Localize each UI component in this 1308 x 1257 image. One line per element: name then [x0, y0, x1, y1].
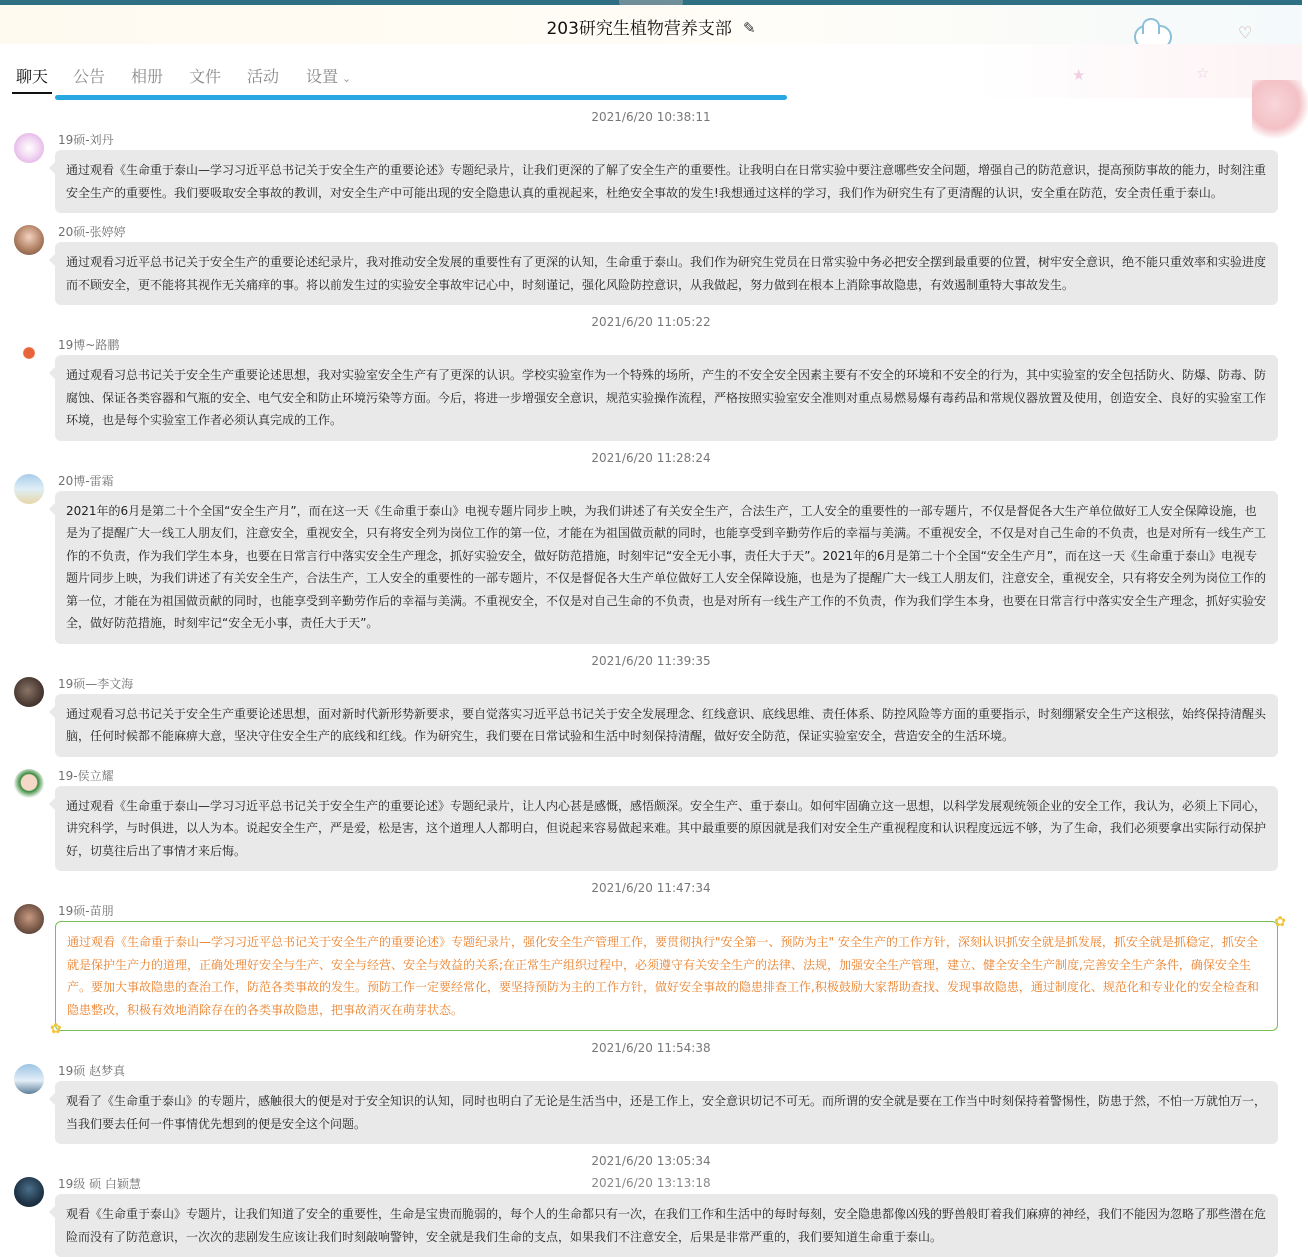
chat-message-list[interactable]	[0, 100, 1302, 1244]
message-bubble[interactable]: 通过观看习总书记关于安全生产重要论述思想，我对实验室安全生产有了更深的认识。学校实验室作为一个特殊的场所，产生的不安全安全因素主要有不安全的环境和不安全的行为，其中实验室的安全包括防火、防爆、防毒、防腐蚀、保证各类容器和气瓶的安全、电气安全和防止环境污染等方面。今后，将进一步增强安全意识，规范实验操作流程，严格按照实验室安全准则对重点易燃易爆有毒药品和常规仪器放置及使用，创造安全、良好的实验室工作环境，也是每个实验室工作者必须认真完成的工作。	[55, 355, 1278, 441]
sender-name: 19硕—李文海	[58, 676, 134, 691]
avatar[interactable]	[14, 338, 44, 368]
tab-settings-label: 设置	[306, 67, 339, 86]
edit-icon[interactable]: ✎	[742, 19, 756, 37]
chat-message	[0, 131, 1302, 213]
tab-settings[interactable]	[306, 64, 351, 87]
message-timestamp: 2021/6/20 11:39:35	[591, 653, 711, 668]
avatar[interactable]	[14, 769, 44, 799]
message-bubble[interactable]: 通过观看《生命重于泰山—学习习近平总书记关于安全生产的重要论述》专题纪录片，让我们更深的了解了安全生产的重要性。让我明白在日常实验中要注意哪些安全问题，增强自己的防范意识，提高预防事故的能力，时刻注重安全生产的重要性。我们要吸取安全事故的教训，对安全生产中可能出现的安全隐患认真的重视起来，杜绝安全事故的发生!我想通过这样的学习，我们作为研究生有了更清醒的认识，安全重在防范，安全责任重于泰山。	[55, 150, 1278, 213]
avatar[interactable]	[14, 474, 44, 504]
message-timestamp: 2021/6/20 11:47:34	[591, 881, 711, 895]
avatar[interactable]	[14, 677, 44, 707]
avatar[interactable]	[14, 225, 44, 255]
sender-name: 19硕-苗朋	[58, 904, 114, 918]
message-timestamp: 2021/6/20 13:05:34	[591, 1154, 711, 1168]
avatar[interactable]	[14, 904, 44, 934]
chat-message	[0, 336, 1302, 441]
chat-message	[0, 472, 1302, 644]
message-timestamp: 2021/6/20 11:05:22	[591, 315, 711, 329]
message-bubble[interactable]: 通过观看习近平总书记关于安全生产的重要论述纪录片，我对推动安全发展的重要性有了更深的认知，生命重于泰山。我们作为研究生党员在日常实验中务必把安全摆到最重要的位置，树牢安全意识，绝不能只重效率和实验进度而不顾安全，更不能将其视作无关痛痒的事。将以前发生过的实验安全事故牢记心中，时刻谨记，强化风险防控意识，从我做起，努力做到在根本上消除事故隐患，有效遏制重特大事故发生。	[55, 242, 1278, 305]
tab-activity[interactable]: 活动	[247, 67, 280, 86]
group-title: 203研究生植物营养支部	[546, 19, 732, 39]
tab-announcement[interactable]: 公告	[73, 67, 106, 86]
chevron-down-icon: ⌄	[342, 72, 352, 85]
chat-message	[0, 767, 1302, 872]
tab-bar	[0, 44, 1302, 98]
message-bubble[interactable]: 通过观看习总书记关于安全生产重要论述思想，面对新时代新形势新要求，要自觉落实习近平总书记关于安全发展理念、红线意识、底线思维、责任体系、防控风险等方面的重要指示，时刻绷紧安全生产这根弦，始终保持清醒头脑，任何时候都不能麻痹大意，坚决守住安全生产的底线和红线。作为研究生，我们要在日常试验和生活中时刻保持清醒，做好安全防范，保证实验室安全，营造安全的生活环境。	[55, 694, 1278, 757]
message-bubble[interactable]: 观看《生命重于泰山》专题片，让我们知道了安全的重要性，生命是宝贵而脆弱的，每个人的生命都只有一次，在我们工作和生活中的每时每刻，安全隐患都像凶残的野兽般盯着我们麻痹的神经，我们不能因为忽略了那些潜在危险而没有了防范意识，一次次的悲剧发生应该让我们时刻敲响警钟，安全就是我们生命的支点，如果我们不注意安全，后果是非常严重的，我们要知道生命重于泰山。	[55, 1194, 1278, 1257]
tab-chat[interactable]: 聊天	[16, 67, 49, 86]
message-bubble[interactable]: 2021年的6月是第二十个全国“安全生产月”，而在这一天《生命重于泰山》电视专题片同步上映，为我们讲述了有关安全生产，合法生产，工人安全的重要性的一部专题片，不仅是督促各大生产单位做好工人安全保障设施，也是为了提醒广大一线工人朋友们，注意安全，重视安全，只有将安全列为岗位工作的第一位，才能在为祖国做贡献的同时，也能享受到辛勤劳作后的幸福与美满。不重视安全，不仅是对自己生命的不负责，也是对所有一线生产工作的不负责，作为我们学生本身，也要在日常言行中落实安全生产理念，抓好实验安全，做好防范措施，时刻牢记“安全无小事，责任大于天”。2021年的6月是第二十个全国“安全生产月”，而在这一天《生命重于泰山》电视专题片同步上映，为我们讲述了有关安全生产，合法生产，工人安全的重要性的一部专题片，不仅是督促各大生产单位做好工人安全保障设施，也是为了提醒广大一线工人朋友们，注意安全，重视安全，只有将安全列为岗位工作的第一位，才能在为祖国做贡献的同时，也能享受到辛勤劳作后的幸福与美满。不重视安全，不仅是对自己生命的不负责，也是对所有一线生产工作的不负责，作为我们学生本身，也要在日常言行中落实安全生产理念，抓好实验安全，做好防范措施，时刻牢记“安全无小事，责任大于天”。	[55, 491, 1278, 644]
message-timestamp: 2021/6/20 13:13:18	[591, 1176, 711, 1190]
avatar[interactable]	[14, 1064, 44, 1094]
sender-name: 20硕-张婷婷	[58, 225, 126, 239]
sender-name: 19博~路鹏	[58, 338, 120, 352]
heart-decoration-icon: ♡	[1238, 23, 1253, 42]
sender-name: 19硕-刘丹	[58, 133, 114, 147]
chat-message	[0, 675, 1302, 757]
message-bubble[interactable]: 通过观看《生命重于泰山—学习习近平总书记关于安全生产的重要论述》专题纪录片，让人内心甚是感慨，感悟颇深。安全生产、重于泰山。如何牢固确立这一思想，以科学发展观统领企业的安全工作，我认为，必须上下同心，讲究科学，与时俱进，以人为本。说起安全生产，严是爱，松是害，这个道理人人都明白，但说起来容易做起来难。其中最重要的原因就是我们对安全生产重视程度和认识程度远远不够，为了生命，我们必须要拿出实际行动保护好，切莫往后出了事情才来后悔。	[55, 786, 1278, 872]
active-tab-indicator	[12, 92, 52, 94]
sender-name: 19级 硕 白颖慧	[58, 1177, 141, 1191]
tab-album[interactable]: 相册	[131, 67, 164, 86]
star-decoration-icon: ★	[1072, 66, 1086, 84]
flower-decoration-icon: ✿	[50, 1021, 62, 1037]
message-bubble-highlighted[interactable]: 通过观看《生命重于泰山—学习习近平总书记关于安全生产的重要论述》专题纪录片，强化安全生产管理工作，要贯彻执行"安全第一、预防为主" 安全生产的工作方针，深刻认识抓安全就是抓发展，抓安全就是抓稳定，抓安全就是保护生产力的道理，正确处理好安全与生产、安全与经营、安全与效益的关系;在正常生产组织过程中，必须遵守有关安全生产的法律、法规，加强安全生产管理，建立、健全安全生产制度,完善安全生产条件，确保安全生产。要加大事故隐患的查治工作，防范各类事故的发生。预防工作一定要经常化，要坚持预防为主的工作方针，做好安全事故的隐患排查工作,积极鼓励大家帮助查找、发现事故隐患，通过制度化、规范化和专业化的安全检查和隐患整改，积极有效地消除存在的各类事故隐患，把事故消灭在萌芽状态。	[55, 921, 1278, 1031]
avatar[interactable]	[14, 133, 44, 163]
message-timestamp: 2021/6/20 11:28:24	[591, 450, 711, 465]
tab-files[interactable]: 文件	[189, 67, 222, 86]
sender-name: 19-侯立耀	[58, 768, 114, 783]
message-timestamp: 2021/6/20 10:38:11	[591, 110, 711, 124]
sender-name: 19硕 赵梦真	[58, 1064, 126, 1078]
chat-message	[0, 1062, 1302, 1144]
message-bubble[interactable]: 观看了《生命重于泰山》的专题片，感触很大的便是对于安全知识的认知，同时也明白了无论是生活当中，还是工作上，安全意识切记不可无。而所谓的安全就是要在工作当中时刻保持着警惕性，防患于然，不怕一万就怕万一，当我们要去任何一件事情优先想到的便是安全这个问题。	[55, 1081, 1278, 1144]
chat-message	[0, 223, 1302, 305]
sender-name: 20博-雷霜	[58, 473, 114, 488]
chat-header	[0, 5, 1302, 44]
star-decoration-icon: ☆	[1196, 64, 1210, 82]
flower-decoration-icon: ✿	[1274, 914, 1286, 930]
chat-message	[0, 902, 1302, 1037]
message-timestamp: 2021/6/20 11:54:38	[591, 1041, 711, 1055]
